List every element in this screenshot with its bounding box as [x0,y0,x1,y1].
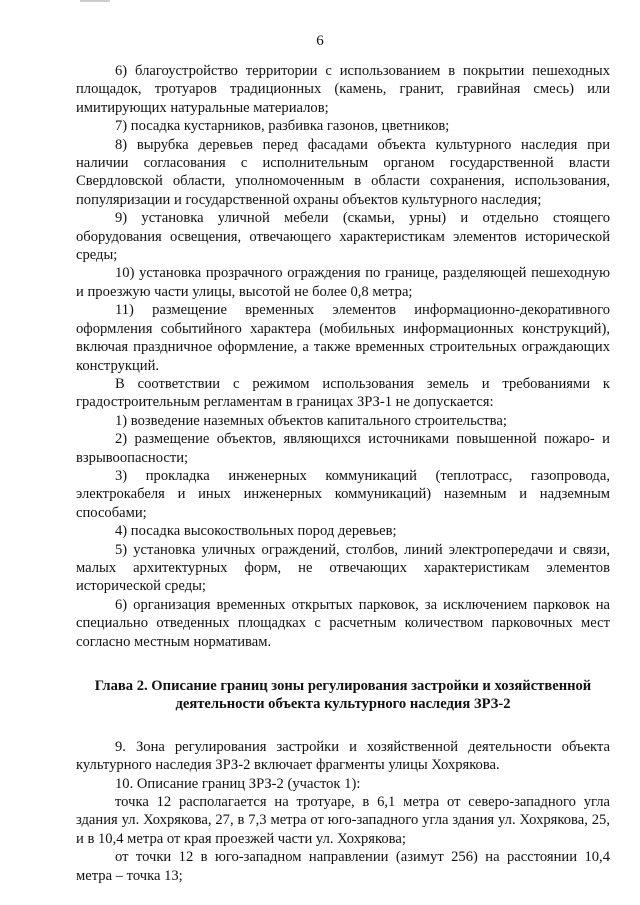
paragraph: 10. Описание границ ЗРЗ-2 (участок 1): [115,775,361,792]
list-item: 4) посадка высокоствольных пород деревьев; [115,523,397,540]
list-item: 10) установка прозрачного ограждения по границе, разделяющей пешеходную и проезжую части улицы, высотой не более 0,8 метра; [76,265,610,300]
list-item: 3) прокладка инженерных коммуникаций (теплотрасс, газопровода, электрокабеля и иных инженерных коммуникаций) наземным и надземным способами; [76,467,610,521]
list-item: 5) установка уличных ограждений, столбов, линий электропередачи и связи, малых архитектурных форм, не отвечающих характеристикам элементов исторической среды; [76,541,610,595]
paragraph: от точки 12 в юго-западном направлении (азимут 256) на расстоянии 10,4 метра – точка 13; [76,849,610,884]
list-item: 9) установка уличной мебели (скамьи, урны) и отдельно стоящего оборудования освещения, отвечающего характеристикам элементов исторической среды; [76,210,610,264]
permitted-activities-list [76,62,610,651]
list-item: 6) организация временных открытых парковок, за исключением парковок на специально отведенных площадках с расчетным количеством парковочных мест согласно местным нормативам. [76,596,610,650]
restrictions-intro: В соответствии с режимом использования земель и требованиями к градостроительным регламентам в границах ЗРЗ-1 не допускается: [76,375,610,411]
list-item: 8) вырубка деревьев перед фасадами объекта культурного наследия при наличии согласования с исполнительным органом государственной власти Свердловской области, уполномоченным в области сохранения, использования, популяризации и государственной охраны объектов культурного наследия; [76,136,610,208]
document-body [76,62,610,885]
list-item: 11) размещение временных элементов информационно-декоративного оформления событийного характера (мобильных информационных конструкций), включая праздничное оформление, а также временных строительных ограждающих конструкций. [76,302,610,374]
list-item: 7) посадка кустарников, разбивка газонов, цветников; [115,118,450,135]
page-number: 6 [316,33,324,49]
list-item: 1) возведение наземных объектов капитального строительства; [115,412,507,429]
paragraph: точка 12 располагается на тротуаре, в 6,1 метра от северо-западного угла здания ул. Хохрякова, 27, в 7,3 метра от юго-западного угла здания ул. Хохрякова, 25, и в 10,4 метра от края проезжей части ул. Хохрякова; [76,794,610,847]
list-item: 2) размещение объектов, являющихся источниками повышенной пожаро- и взрывоопасности; [76,431,610,466]
list-item: 6) благоустройство территории с использованием в покрытии пешеходных площадок, тротуаров традиционных (камень, гранит, гравийная смесь) или имитирующих натуральные материалов; [76,63,610,116]
chapter-heading-line: Глава 2. Описание границ зоны регулирования застройки и хозяйственной [94,678,592,694]
chapter-heading [76,677,610,714]
chapter-body [76,738,610,885]
paragraph: 9. Зона регулирования застройки и хозяйственной деятельности объекта культурного наследия ЗРЗ-2 включает фрагменты улицы Хохрякова. [76,738,610,774]
scan-artifact [80,0,110,2]
chapter-heading-line: деятельности объекта культурного наследия ЗРЗ-2 [175,696,511,713]
